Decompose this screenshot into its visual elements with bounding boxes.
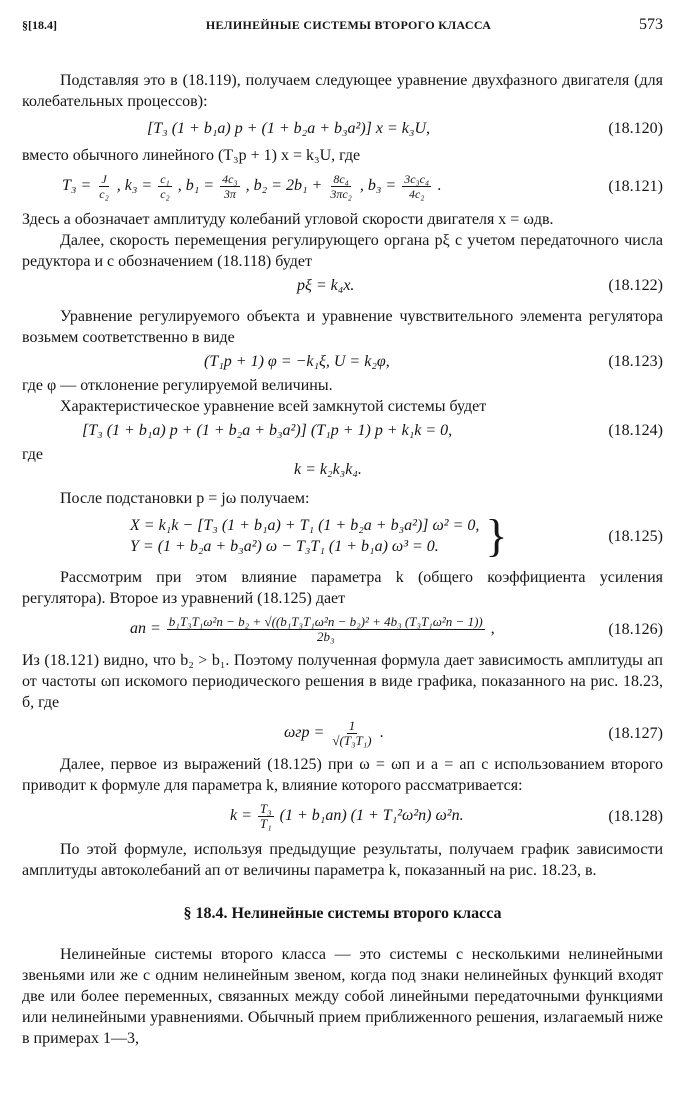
equation-number: (18.123) (608, 353, 663, 370)
equation-system (130, 515, 479, 557)
equation-number: (18.125) (608, 527, 663, 545)
running-header (22, 14, 663, 42)
equation-18-125 (22, 510, 663, 561)
denominator: T₁ (259, 816, 272, 831)
equation-body: [T₃ (1 + b₁a) p + (1 + b₂a + b₃a²)] (T₁p + 1) p + k₁k = 0, (82, 422, 453, 439)
equation-18-126 (22, 615, 663, 644)
equation-18-124 (22, 420, 663, 441)
paragraph-5: Уравнение регулируемого объекта и уравнение чувствительного элемента регулятора возьмем соответственно в виде (22, 308, 663, 346)
fraction-b3 (402, 172, 431, 201)
equation-18-128 (22, 802, 663, 831)
equation-lhs: k = (230, 807, 252, 825)
equation-number: (18.127) (608, 725, 663, 742)
paragraph-14: Нелинейные системы второго класса — это системы с несколькими нелинейными звеньями или же с одним нелинейным звеном, когда под знаки нелинейных функций входят две или более переменных, связанных между собой линейными передаточными функциями или нелинейными уравнениями. Обычный прием приближенного решения, излагаемый ниже в примерах 1—3, (22, 946, 663, 1047)
equation-lhs: ωгр = (284, 724, 325, 742)
paragraph-1: Подставляя это в (18.119), получаем следующее уравнение двухфазного двигателя (для колебательных процессов): (22, 72, 663, 110)
fraction-t3 (97, 172, 111, 201)
equation-body: pξ = k₄x. (297, 277, 355, 294)
fraction (258, 802, 274, 831)
numerator: T₃ (259, 801, 272, 816)
denominator: 4c₂ (408, 187, 425, 201)
paragraph-13: По этой формуле, используя предыдущие результаты, получаем график зависимости амплитуды автоколебаний aп от величины параметра k, показанный на рис. 18.23, в. (22, 841, 663, 879)
numerator: 4c₃ (222, 172, 238, 186)
paragraph-8: где (22, 446, 44, 463)
right-brace-icon: } (485, 510, 508, 561)
numerator: J (101, 172, 107, 186)
numerator: 8c₄ (333, 172, 349, 186)
equation-number: (18.128) (608, 808, 663, 825)
equation-line-y: Y = (1 + b₂a + b₃a²) ω − T₃T₁ (1 + b₁a) ω³ = 0. (130, 538, 439, 555)
equation-number: (18.121) (608, 178, 663, 195)
paragraph-3: Здесь a обозначает амплитуду колебаний угловой скорости двигателя x = ωдв. (22, 211, 554, 228)
equation-line-x: X = k₁k − [T₃ (1 + b₁a) + T₁ (1 + b₂a + b₃a²)] ω² = 0, (130, 517, 480, 534)
b2-lhs: , b₂ = 2b₁ + (245, 177, 323, 195)
paragraph-4: Далее, скорость перемещения регулирующего органа pξ с учетом передаточного числа редуктора и с обозначением (18.118) будет (22, 232, 663, 270)
paragraph-2: вместо обычного линейного (T₃p + 1) x = k₃U, где (22, 147, 361, 164)
equation-number: (18.126) (608, 621, 663, 638)
denominator: 3π (223, 187, 236, 201)
equation-18-123 (22, 351, 663, 372)
fraction-b1 (220, 172, 240, 201)
equation-18-122 (22, 275, 663, 296)
numerator: 3c₃c₄ (404, 172, 430, 186)
paragraph-6: где φ — отклонение регулируемой величины. (22, 377, 333, 394)
k3-lhs: , k₃ = (116, 177, 153, 195)
equation-tail: . (379, 724, 384, 742)
denominator: c₂ (160, 187, 170, 201)
running-title: НЕЛИНЕЙНЫЕ СИСТЕМЫ ВТОРОГО КЛАССА (205, 18, 492, 32)
numerator: 1 (348, 718, 356, 733)
section-ref: §[18.4] (22, 18, 57, 32)
equation-tail: , (490, 620, 495, 638)
paragraph-7: Характеристическое уравнение всей замкнутой системы будет (60, 398, 487, 415)
denominator: 2b₃ (317, 629, 335, 644)
denominator: 3πc₂ (330, 187, 352, 201)
equation-18-121 (22, 172, 663, 201)
equation-rhs: (1 + b₁aп) (1 + T₁²ω²п) ω²п. (279, 807, 464, 825)
equation-body: (T₁p + 1) φ = −k₁ξ, U = k₂φ, (204, 353, 390, 370)
fraction (330, 719, 373, 748)
denominator: √(T₃T₁) (332, 733, 372, 748)
equation-18-127 (22, 719, 663, 748)
equation-tail: . (437, 177, 442, 195)
fraction-b2 (328, 172, 354, 201)
numerator: c₁ (160, 172, 170, 186)
equation-body: k = k₂k₃k₄. (294, 461, 362, 478)
equation-18-120 (22, 118, 663, 139)
denominator: c₂ (99, 187, 109, 201)
fraction-k3 (158, 172, 172, 201)
page-number: 573 (639, 16, 663, 33)
equation-number: (18.124) (608, 422, 663, 439)
numerator: b₁T₃T₁ω²п − b₂ + √((b₁T₃T₁ω²п − b₂)² + 4b₃ (T₃T₁ω²п − 1)) (168, 614, 483, 629)
fraction (167, 615, 485, 644)
paragraph-11: Из (18.121) видно, что b₂ > b₁. Поэтому полученная формула дает зависимость амплитуды aп от частоты ωп искомого периодического решения в виде графика, показанного на рис. 18.23, б, где (22, 652, 663, 711)
equation-k (22, 459, 663, 480)
equation-number: (18.120) (608, 120, 663, 137)
paragraph-9: После подстановки p = jω получаем: (60, 490, 310, 507)
paragraph-10: Рассмотрим при этом влияние параметра k (общего коэффициента усиления регулятора). Второе из уравнений (18.125) дает (22, 569, 663, 607)
equation-body: [T₃ (1 + b₁a) p + (1 + b₂a + b₃a²)] x = k₃U, (147, 120, 431, 137)
t3-lhs: T₃ = (62, 177, 92, 195)
paragraph-12: Далее, первое из выражений (18.125) при ω = ωп и a = aп с использованием второго приводит к формуле для параметра k, влияние которого рассматривается: (22, 756, 663, 794)
equation-number: (18.122) (608, 277, 663, 294)
b3-lhs: , b₃ = (359, 177, 397, 195)
equation-lhs: aп = (130, 620, 161, 638)
b1-lhs: , b₁ = (177, 177, 215, 195)
section-heading: § 18.4. Нелинейные системы второго класса (183, 905, 502, 922)
